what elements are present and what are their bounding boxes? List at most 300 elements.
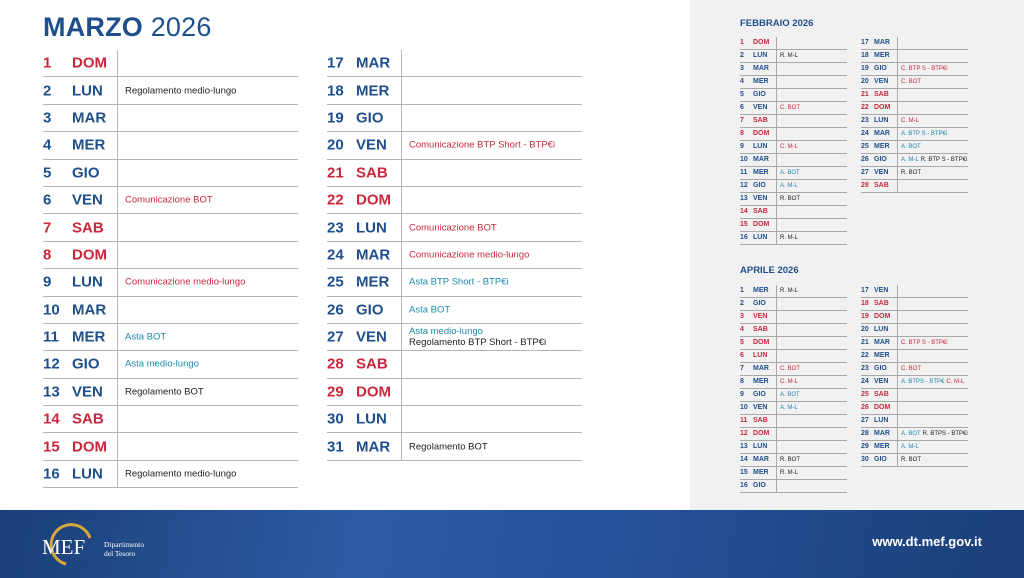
day-row — [740, 441, 847, 454]
day-number: 1 — [740, 39, 744, 46]
day-name: MAR — [753, 65, 769, 72]
event-cell — [780, 366, 800, 372]
day-row — [861, 167, 968, 180]
event-cell — [125, 85, 236, 96]
day-name: DOM — [356, 383, 391, 401]
day-number: 6 — [740, 104, 744, 111]
day-name: MER — [874, 143, 890, 150]
column-divider — [897, 311, 898, 324]
event-cell — [409, 441, 488, 452]
day-name: VEN — [753, 404, 768, 411]
column-divider — [117, 297, 118, 324]
day-number: 26 — [327, 301, 344, 319]
column-divider — [117, 269, 118, 296]
day-number: 3 — [740, 65, 744, 72]
day-name: SAB — [874, 91, 889, 98]
column-divider — [401, 379, 402, 406]
day-number: 20 — [327, 136, 344, 154]
day-number: 19 — [861, 313, 869, 320]
day-name: MAR — [874, 339, 890, 346]
day-row — [861, 115, 968, 128]
column-divider — [897, 324, 898, 337]
side-months-panel — [690, 0, 1024, 510]
event-cell — [901, 157, 967, 163]
event-cell — [901, 444, 919, 450]
column-divider — [776, 50, 777, 63]
day-row — [740, 285, 847, 298]
day-name: DOM — [753, 221, 770, 228]
column-divider — [776, 298, 777, 311]
column-divider — [776, 154, 777, 167]
day-name: DOM — [753, 430, 770, 437]
column-divider — [117, 132, 118, 159]
event-label: A. BOT — [901, 430, 921, 437]
day-number: 21 — [861, 339, 869, 346]
day-name: SAB — [356, 355, 388, 373]
day-name: MER — [753, 287, 769, 294]
day-name: GIO — [874, 156, 887, 163]
day-number: 24 — [861, 130, 869, 137]
day-number: 30 — [327, 410, 344, 428]
day-number: 1 — [740, 287, 744, 294]
column-divider — [776, 441, 777, 454]
day-row — [740, 219, 847, 232]
day-row — [861, 454, 968, 467]
event-label: R. M-L — [780, 469, 798, 476]
day-name: MAR — [874, 430, 890, 437]
column-divider — [117, 77, 118, 104]
column-divider — [776, 363, 777, 376]
apr-column-1 — [740, 285, 847, 493]
column-divider — [776, 76, 777, 89]
event-cell — [901, 79, 921, 85]
day-row — [861, 415, 968, 428]
event-cell — [780, 405, 798, 411]
day-name: VEN — [356, 328, 387, 346]
day-name: GIO — [874, 456, 887, 463]
event-label: R. BOT — [901, 169, 922, 176]
day-name: LUN — [874, 117, 889, 124]
column-divider — [401, 77, 402, 104]
day-name: GIO — [753, 182, 766, 189]
day-number: 4 — [740, 326, 744, 333]
day-name: SAB — [753, 417, 768, 424]
day-name: DOM — [874, 313, 891, 320]
day-number: 15 — [740, 469, 748, 476]
website-link[interactable]: www.dt.mef.gov.it — [872, 534, 982, 549]
day-name: GIO — [753, 391, 766, 398]
column-divider — [897, 363, 898, 376]
column-divider — [117, 187, 118, 214]
event-label: A. M-L — [780, 182, 798, 189]
day-row — [327, 50, 582, 77]
column-divider — [897, 428, 898, 441]
day-number: 15 — [740, 221, 748, 228]
column-divider — [401, 160, 402, 187]
event-cell — [125, 386, 204, 397]
event-label: A. BTPS - BTP€ — [901, 378, 945, 385]
day-row — [740, 206, 847, 219]
column-divider — [117, 160, 118, 187]
day-number: 20 — [861, 326, 869, 333]
day-number: 5 — [740, 339, 744, 346]
day-number: 14 — [740, 456, 748, 463]
day-number: 25 — [327, 273, 344, 291]
day-row — [861, 37, 968, 50]
day-row — [740, 167, 847, 180]
day-name: DOM — [874, 404, 891, 411]
day-number: 27 — [327, 328, 344, 346]
column-divider — [401, 351, 402, 378]
day-number: 16 — [740, 482, 748, 489]
column-divider — [776, 311, 777, 324]
day-number: 23 — [861, 365, 869, 372]
column-divider — [897, 167, 898, 180]
day-number: 10 — [740, 404, 748, 411]
column-divider — [776, 415, 777, 428]
event-cell — [901, 340, 948, 346]
event-cell — [125, 469, 236, 480]
day-name: SAB — [874, 300, 889, 307]
column-divider — [897, 350, 898, 363]
day-number: 26 — [861, 156, 869, 163]
column-divider — [117, 433, 118, 460]
day-row — [740, 402, 847, 415]
day-number: 12 — [740, 430, 748, 437]
feb-column-1 — [740, 37, 847, 245]
column-divider — [401, 269, 402, 296]
day-number: 4 — [740, 78, 744, 85]
column-divider — [776, 232, 777, 245]
column-divider — [776, 402, 777, 415]
day-row — [327, 324, 582, 351]
event-cell — [780, 196, 800, 202]
day-name: SAB — [72, 219, 104, 237]
day-number: 19 — [327, 109, 344, 127]
column-divider — [401, 50, 402, 77]
day-row — [861, 298, 968, 311]
day-number: 9 — [740, 143, 744, 150]
column-divider — [897, 402, 898, 415]
day-name: VEN — [874, 378, 889, 385]
day-number: 12 — [43, 355, 60, 373]
day-row — [861, 180, 968, 193]
day-row — [43, 297, 298, 324]
event-label: C. BOT — [901, 78, 922, 85]
column-divider — [776, 193, 777, 206]
day-number: 21 — [327, 164, 344, 182]
event-label: Asta medio-lungo — [409, 326, 483, 338]
day-name: GIO — [72, 164, 100, 182]
day-number: 5 — [43, 164, 52, 182]
day-row — [740, 76, 847, 89]
march-column-1 — [43, 50, 298, 488]
day-row — [861, 428, 968, 441]
day-row — [861, 350, 968, 363]
day-name: MER — [753, 378, 769, 385]
event-cell — [901, 66, 948, 72]
day-number: 17 — [861, 39, 869, 46]
day-name: GIO — [753, 300, 766, 307]
day-number: 29 — [861, 443, 869, 450]
day-name: GIO — [874, 365, 887, 372]
column-divider — [897, 128, 898, 141]
day-name: MAR — [72, 109, 107, 127]
day-name: MER — [72, 136, 106, 154]
day-name: LUN — [753, 143, 768, 150]
column-divider — [897, 37, 898, 50]
event-cell — [901, 144, 921, 150]
day-number: 23 — [861, 117, 869, 124]
day-number: 16 — [43, 465, 60, 483]
day-name: DOM — [72, 54, 107, 72]
day-row — [861, 141, 968, 154]
day-number: 11 — [740, 417, 748, 424]
column-divider — [776, 167, 777, 180]
event-cell — [125, 277, 245, 288]
day-name: MAR — [753, 365, 769, 372]
day-row — [740, 193, 847, 206]
column-divider — [897, 63, 898, 76]
day-number: 10 — [740, 156, 748, 163]
mef-logo — [38, 520, 178, 570]
event-cell — [901, 379, 964, 385]
column-divider — [776, 350, 777, 363]
event-label: C. M-L — [780, 378, 798, 385]
column-divider — [117, 324, 118, 351]
day-row — [327, 297, 582, 324]
day-number: 14 — [740, 208, 748, 215]
column-divider — [897, 102, 898, 115]
day-row — [861, 89, 968, 102]
event-label: C. BOT — [780, 365, 801, 372]
column-divider — [897, 50, 898, 63]
event-label: R. M-L — [780, 287, 798, 294]
day-number: 22 — [861, 352, 869, 359]
day-row — [327, 269, 582, 296]
day-name: GIO — [72, 355, 100, 373]
day-row — [43, 77, 298, 104]
day-name: VEN — [753, 195, 768, 202]
day-row — [327, 406, 582, 433]
column-divider — [776, 37, 777, 50]
event-cell — [409, 277, 509, 288]
event-cell — [901, 457, 921, 463]
day-number: 29 — [327, 383, 344, 401]
event-label: C. M-L — [901, 117, 919, 124]
event-cell — [901, 431, 968, 437]
day-name: MER — [72, 328, 106, 346]
day-number: 1 — [43, 54, 52, 72]
day-name: SAB — [356, 164, 388, 182]
day-name: MER — [874, 352, 890, 359]
event-cell — [780, 53, 798, 59]
event-label: C. BOT — [901, 365, 922, 372]
day-name: LUN — [356, 219, 387, 237]
column-divider — [776, 285, 777, 298]
feb-column-2 — [861, 37, 968, 193]
day-number: 7 — [740, 117, 744, 124]
day-number: 11 — [43, 328, 59, 346]
event-cell — [780, 144, 798, 150]
event-label: Regolamento BOT — [409, 441, 488, 453]
column-divider — [776, 63, 777, 76]
day-row — [327, 187, 582, 214]
day-row — [43, 160, 298, 187]
day-number: 28 — [861, 430, 869, 437]
day-row — [740, 415, 847, 428]
day-row — [740, 337, 847, 350]
day-name: VEN — [874, 78, 889, 85]
day-row — [43, 379, 298, 406]
column-divider — [776, 219, 777, 232]
day-name: GIO — [356, 109, 384, 127]
day-number: 13 — [740, 443, 748, 450]
day-row — [740, 128, 847, 141]
event-label: A. BOT — [780, 391, 800, 398]
day-row — [861, 376, 968, 389]
day-number: 12 — [740, 182, 748, 189]
day-name: LUN — [753, 234, 768, 241]
day-name: MER — [356, 273, 390, 291]
day-number: 18 — [327, 82, 344, 100]
day-name: LUN — [753, 52, 768, 59]
event-cell — [409, 304, 450, 315]
apr-column-2 — [861, 285, 968, 467]
day-row — [327, 379, 582, 406]
day-row — [740, 115, 847, 128]
day-number: 4 — [43, 136, 52, 154]
day-number: 9 — [43, 273, 52, 291]
day-row — [43, 351, 298, 378]
column-divider — [117, 242, 118, 269]
column-divider — [897, 89, 898, 102]
day-name: VEN — [874, 287, 889, 294]
day-number: 17 — [861, 287, 869, 294]
day-name: VEN — [753, 313, 768, 320]
column-divider — [117, 379, 118, 406]
day-name: DOM — [753, 130, 770, 137]
day-row — [861, 324, 968, 337]
column-divider — [117, 461, 118, 488]
event-label: Comunicazione BOT — [125, 194, 213, 206]
day-row — [43, 50, 298, 77]
event-cell — [780, 457, 800, 463]
event-label: R. BTPS - BTP€i — [922, 430, 968, 437]
title-month: MARZO — [43, 12, 143, 42]
day-name: SAB — [753, 208, 768, 215]
day-number: 22 — [861, 104, 869, 111]
event-label: C. M-L — [780, 143, 798, 150]
day-row — [861, 76, 968, 89]
feb-title: FEBBRAIO 2026 — [740, 18, 814, 29]
day-row — [43, 461, 298, 488]
day-number: 7 — [43, 219, 52, 237]
day-row — [327, 77, 582, 104]
event-cell — [780, 288, 798, 294]
event-label: A. M-L — [901, 443, 919, 450]
day-row — [43, 269, 298, 296]
day-number: 22 — [327, 191, 344, 209]
day-row — [740, 428, 847, 441]
day-number: 11 — [740, 169, 748, 176]
event-label: A. BOT — [901, 143, 921, 150]
event-cell — [780, 170, 800, 176]
day-number: 2 — [43, 82, 52, 100]
event-cell — [780, 379, 798, 385]
event-label: Regolamento BOT — [125, 386, 204, 398]
column-divider — [776, 324, 777, 337]
day-number: 27 — [861, 169, 869, 176]
event-cell — [780, 105, 800, 111]
column-divider — [897, 298, 898, 311]
day-name: DOM — [753, 39, 770, 46]
day-row — [740, 102, 847, 115]
day-row — [861, 128, 968, 141]
column-divider — [776, 115, 777, 128]
day-row — [740, 63, 847, 76]
column-divider — [776, 454, 777, 467]
column-divider — [897, 180, 898, 193]
day-name: DOM — [874, 104, 891, 111]
day-number: 10 — [43, 301, 60, 319]
event-cell — [901, 170, 921, 176]
day-name: SAB — [874, 182, 889, 189]
day-number: 2 — [740, 300, 744, 307]
day-number: 5 — [740, 91, 744, 98]
day-row — [861, 154, 968, 167]
day-name: LUN — [356, 410, 387, 428]
day-name: VEN — [72, 383, 103, 401]
column-divider — [897, 389, 898, 402]
day-number: 28 — [327, 355, 344, 373]
day-name: LUN — [874, 417, 889, 424]
day-row — [861, 363, 968, 376]
column-divider — [776, 337, 777, 350]
day-row — [740, 311, 847, 324]
event-label: R. M-L — [780, 52, 798, 59]
day-row — [740, 37, 847, 50]
event-label: R. BOT — [901, 456, 922, 463]
column-divider — [401, 187, 402, 214]
day-number: 28 — [861, 182, 869, 189]
day-row — [740, 141, 847, 154]
org-line-1: Dipartimento — [104, 540, 144, 549]
event-cell — [901, 366, 921, 372]
org-line-2: del Tesoro — [104, 549, 136, 558]
event-cell — [901, 118, 919, 124]
day-number: 19 — [861, 65, 869, 72]
column-divider — [776, 467, 777, 480]
day-row — [327, 351, 582, 378]
day-name: LUN — [72, 465, 103, 483]
event-label: A. BTP S - BTP€i — [901, 130, 948, 137]
column-divider — [897, 76, 898, 89]
event-label: C. BTP S - BTP€i — [901, 339, 948, 346]
day-number: 17 — [327, 54, 344, 72]
column-divider — [776, 180, 777, 193]
day-row — [740, 180, 847, 193]
day-row — [740, 389, 847, 402]
column-divider — [117, 105, 118, 132]
day-name: MAR — [72, 301, 107, 319]
event-cell — [409, 140, 555, 151]
day-number: 21 — [861, 91, 869, 98]
day-row — [43, 214, 298, 241]
event-label: Comunicazione medio-lungo — [125, 276, 246, 288]
column-divider — [897, 115, 898, 128]
day-name: VEN — [874, 169, 889, 176]
